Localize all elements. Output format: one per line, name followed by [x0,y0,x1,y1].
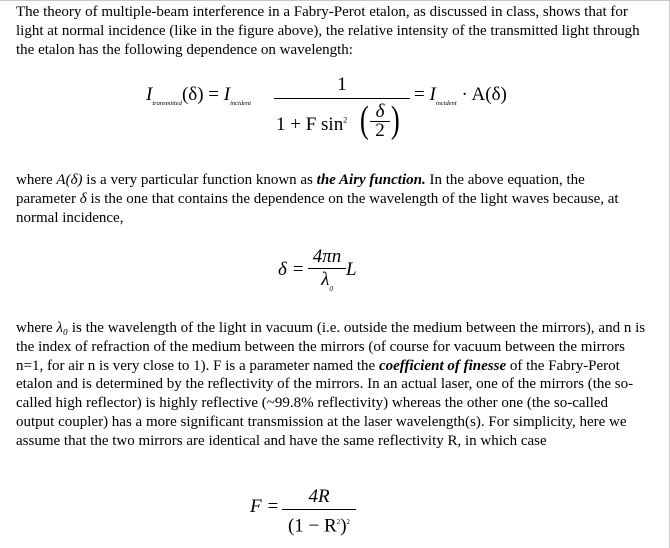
equation-delta [278,246,378,306]
eq3-den-close: ) [340,515,347,537]
eq1-sub-transmitted: transmitted [152,100,182,107]
eq1-left-paren: ( [359,99,369,141]
eq1-right-paren: ) [390,99,400,141]
eq1-I: I [146,84,153,105]
eq1-fraction [274,74,410,149]
eq1-sub-incident2: incident [435,100,457,107]
eq1-denominator: 1 + F sin [276,114,344,135]
eq1-sub-incident: incident [230,100,252,107]
eq3-numerator: 4R [308,486,330,507]
eq2-L: L [346,259,357,280]
paragraph-airy: where A(δ) is a very particular function known as the Airy function. In the above equation, the parameter δ is the one that contains the dependence on the wavelength of the light waves because, at normal incidence, [16,172,619,226]
symbol-lambda0: λ₀ [56,320,69,336]
eq1-equals: = [414,84,425,105]
eq2-denominator: λ [321,269,330,290]
eq1-I2: I [223,84,231,105]
eq3-den-square: 2 [336,518,341,526]
eq1-inner-delta: δ [375,101,385,122]
eq3-lhs: F = [250,496,280,517]
eq1-numerator: 1 [337,74,347,95]
eq1-I3: I [429,84,436,105]
symbol-delta: δ [79,190,87,207]
eq1-delta-arg: (δ) = [181,84,224,105]
eq2-denominator-sub: 0 [329,285,333,293]
equation-finesse [250,485,370,545]
eq3-denominator: (1 − R [287,515,337,537]
equation-transmitted-intensity [146,74,506,154]
term-coefficient-of-finesse: coefficient of finesse [378,357,507,374]
term-airy-function: the Airy function. [316,172,426,188]
eq2-numerator: 4πn [312,246,342,267]
eq2-lhs: δ = [278,259,305,280]
eq1-sin-square: 2 [343,115,348,125]
eq1-airy: · A(δ) [461,84,507,105]
paragraph-intro: The theory of multiple-beam interference in a Fabry-Perot etalon, as discussed in class, shows that for light at normal incidence (like in the figure above), the relative intensity of the transmitted light through the etalon has the following dependence on wavelength: [16,4,640,58]
symbol-A-delta: A(δ) [56,172,83,188]
eq1-inner-two: 2 [375,120,385,141]
paragraph-finesse: where λ₀ is the wavelength of the light in vacuum (i.e. outside the medium between the mirrors), and n is the index of refraction of the medium between the mirrors (of course for vacuum between the mirrors n=1, for air n is very close to 1). F is a parameter named the coefficient of finesse of the Fabry-Perot etalon and is determined by the reflectivity of the mirrors. In an actual laser, one of the mirrors (the so-called high reflector) is highly reflective (~99.8% reflectivity) whereas the other one (the so-called output coupler) has a more significant transmission at the laser wavelength(s). For simplicity, here we assume that the two mirrors are identical and have the same reflectivity R, in which case [16,320,646,449]
eq3-den-square-outer: 2 [346,518,351,526]
